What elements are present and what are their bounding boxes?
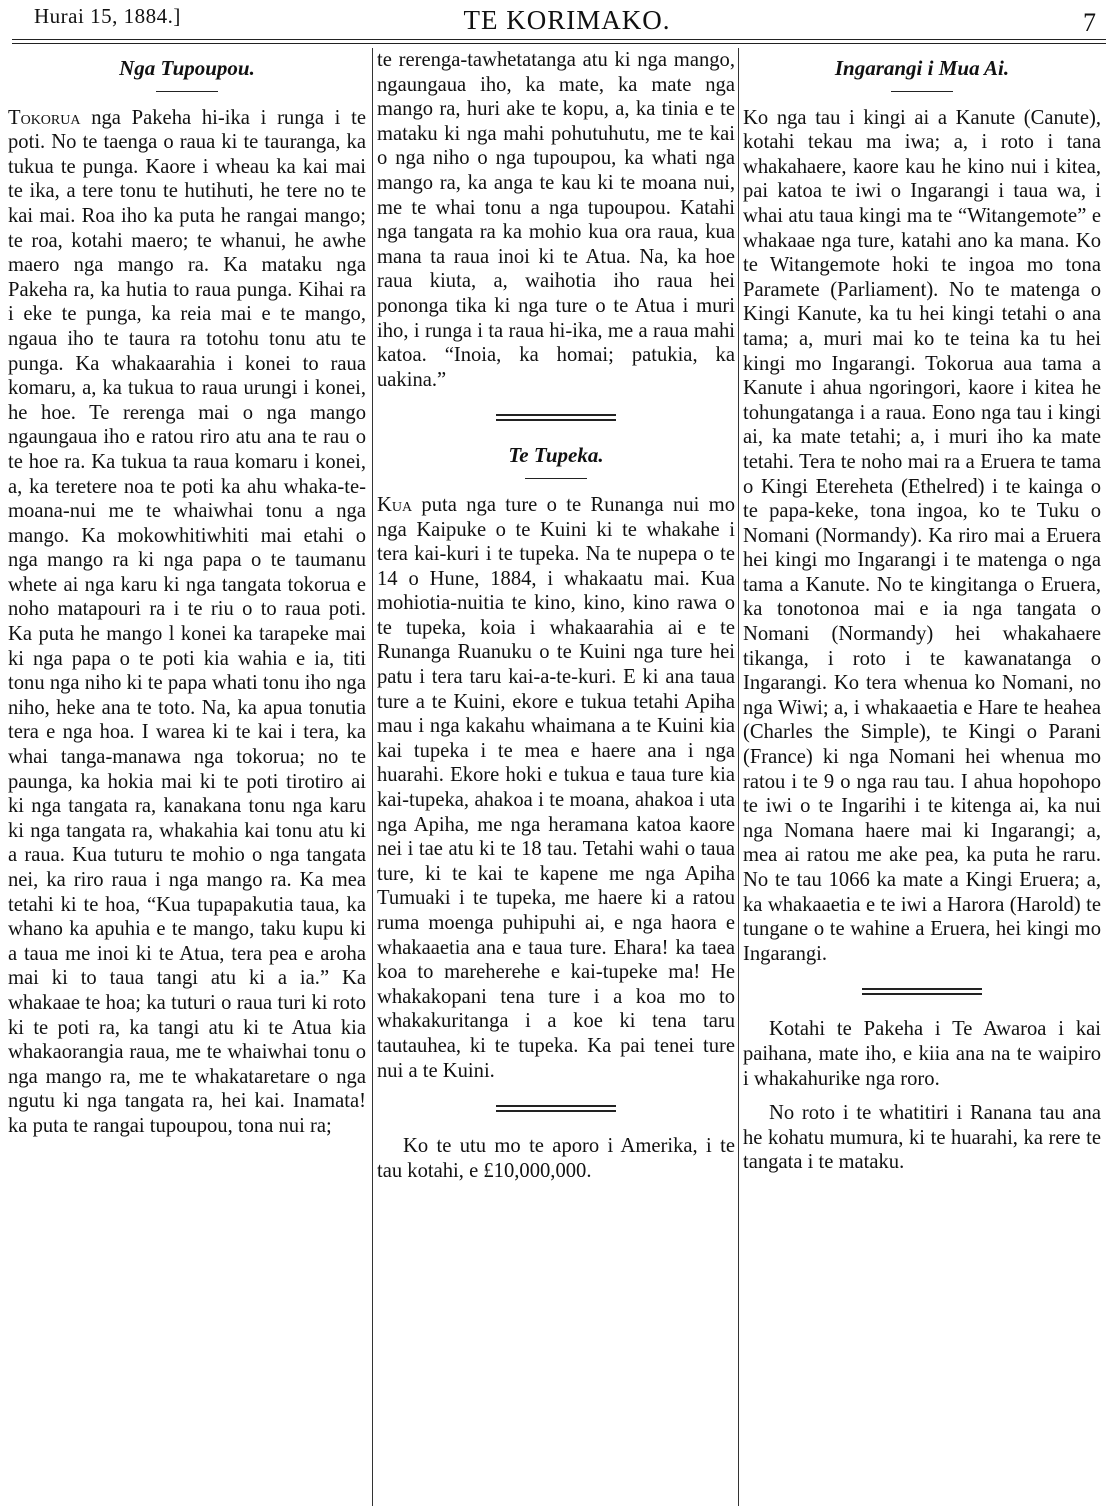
- title-rule: [156, 91, 218, 92]
- article-body-tupoupou-continued: te rerenga-tawhetatanga atu ki nga mango, ngaungaua iho, ka mate, ka mate nga mango ra, huri ake te kopu, a, ka tinia e te mataku ki nga mahi pohutuhutu, me te kai o nga niho o nga tupoupou, ka whati nga mango ra, ka anga te kau ki te moana nui, me te whai tonu a nga tupoupou. Katahi nga tangata ra ka mohio kua ora raua, kua mana ta raua inoi ki te Atua. Na, ka hoe raua kiuta, a, waihotia iho raua hei pononga tika ki nga ture o te Atua i muri iho, i runga i ta raua hi-ika, me a raua mahi katoa. “Inoia, ka homai; patukia, ka uakina.”: [377, 49, 735, 391]
- article-title-ingarangi: Ingarangi i Mua Ai.: [834, 56, 1010, 80]
- news-item-aporo: Ko te utu mo te aporo i Amerika, i te tau kotahi, e £10,000,000.: [377, 1135, 735, 1182]
- header-rule-lower: [12, 43, 1106, 44]
- spacer: [743, 1091, 1101, 1101]
- article-body-tupoupou: [8, 106, 366, 1139]
- title-rule: [525, 478, 587, 479]
- page-header: [34, 2, 1100, 38]
- article-body-ingarangi: Ko nga tau i kingi ai a Kanute (Canute), kotahi tekau ma iwa; a, i roto i tana whakahaere, kaore kau he kino nui i kitea, pai katoa te iwi o Ingarangi i taua wa, i whai atu taua kingi ma te “Witangemote” e whakaae nga ture, katahi ano ka mana. Ko te Witangemote hoki te ingoa mo tona Paramete (Parliament). No te matenga o Kingi Kanute, ka tu hei kingi tetahi o ana tama; a, muri mai ko te teina ka tu hei kingi mo Ingarangi. Tokorua aua tama a Kanute i ahua ngoringori, kaore i kitea he tohungatanga i a raua. Eono nga tau i kingi ai, ka mate tetahi; a, i muri iho ka mate tetahi. Tera te noho mai ra a Eruera te tama o Kingi Etereheta (Ethelred) i te kainga o te papa-keke, tona ingoa, ko te Tuku o Nomani (Normandy). Ka riro mai a Eruera hei kingi mo Ingarangi i te matenga o nga tama a Kanute. No te kingitanga o Eruera, ka tonotonoa mai e ia nga tangata o Nomani (Normandy) hei whakahaere tikanga, i roto i te kawanatanga o Ingarangi. Ko tera whenua ko Nomani, no nga Wiwi; a, i whakaaetia e Hare te heahea (Charles the Simple), te Kingi o Parani (France) ki nga Nomani hei whenua mo ratou i te 9 o nga rau tau. I ahua hopohopo te iwi o te Ingarihi i te kitenga ai, ka nui nga Nomana haere mai ki Ingarangi; a, mea ai ratou me ake pea, ka puta he raru. No te tau 1066 ka mate a Kingi Eruera; a, ka whakaaetia e te iwi a Harora (Harold) te tungane o te wahine a Eruera, hei kingi mo Ingarangi.: [743, 106, 1101, 965]
- title-rule: [891, 91, 953, 92]
- news-item-ranana: No roto i te whatitiri i Ranana tau ana he kohatu mumura, ki te huarahi, ka rere te tangata i te mataku.: [743, 1102, 1101, 1174]
- column-divider: [372, 48, 373, 1506]
- section-divider: [496, 1105, 616, 1112]
- news-item-awaroa: Kotahi te Pakeha i Te Awaroa i kai paihana, mate iho, e kiia ana na te waipiro i whakahurike nga roro.: [743, 1018, 1101, 1090]
- article-title-tupoupou: Nga Tupoupou.: [119, 56, 255, 80]
- section-divider: [862, 988, 982, 995]
- header-rule: [12, 39, 1106, 40]
- column-divider: [738, 48, 739, 1506]
- article-body-tupeka: [377, 493, 735, 1083]
- article-lead-word: Tokorua: [8, 106, 81, 129]
- column-1: [8, 48, 366, 1504]
- issue-date: Hurai 15, 1884.]: [34, 4, 181, 28]
- page-number: 7: [1083, 8, 1096, 37]
- article-lead-word: Kua: [377, 493, 413, 516]
- column-2: [377, 48, 735, 1504]
- column-3: [743, 48, 1101, 1504]
- article-text: nga Pakeha hi-ika i runga i te poti. No te taenga o raua ki te tauranga, ka tukua te punga. Kaore i wheau ka kai mai te ika, a tere tonu te hutihuti, he tere no te kai mai. Roa iho ka puta he rangai mango; te roa, kotahi maero; te whanui, he awhe maero nga mango ra. Ka mataku nga Pakeha ra, ka hutia to raua punga. Kihai ra i eke te punga, ka reia mai e te mango, ngaua iho te taura ra totohu tonu atu te punga. Ka whakaarahia i konei to raua komaru, a, ka tukua to raua urungi i konei, he hoe. Te rerenga mai o nga mango ngaungaua iho e ratou riro atu ana te rau o te hoe ra. Ka tukua ta raua komaru i konei, a, ka teretere noa te poti ka ahu whaka-te-moana-nui me te whaiwhai tonu a nga mango. Ka mokowhitiwhiti mai etahi o nga mango ra ki nga papa o te taumanu whete ai nga karu ki nga tangata tokorua e noho matapouri ra i te riu o to raua poti. Ka puta he mango l konei ka tarapeke mai ki nga papa o te poti kia wahia e ia, titi tonu nga niho ki te papa whati tonu iho nga niho, heke ana te toto. Na, ka apua tonutia tera e nga hoa. I warea ki te kai i tera, ka whai tanga-manawa nga tokorua; no te paunga, ka hokia mai ki te poti tirotiro ai ki nga tangata ra, kanakana tonu nga karu ki nga tangata ra, whakahia kai tonu atu ki a raua. Kua tuturu te mohio o nga tangata nei, ka riro raua i nga mango ra. Ka mea tetahi ki te hoa, “Kua tupapakutia taua, ka whano ka apuhia e te mango, taku kupu ki a taua me inoi ki te Atua, tera pea e aroha mai ki to taua tangi atu ki a ia.” Ka whakaae te hoa; ka tuturi o raua turi ki roto ki te poti ra, ka tangi atu ki te Atua kia whakaorangia raua, me te whaiwhai tonu o nga mango ra, me te whakataretare o nga ngutu ki nga tangata ra, hei kai. Inamata! ka puta te rangai tupoupou, tona nui ra;: [8, 106, 366, 1137]
- article-text: puta nga ture o te Runanga nui mo nga Kaipuke o te Kuini ki te whakahe i tera kai-kuri i te tupeka. Na te nupepa o te 14 o Hune, 1884, i whakaatu mai. Kua mohiotia-nuitia te kino, kino, kino rawa o te tupeka, koia i whakaarahia ai e te Runanga Ruanuku o te Kuini nga ture hei patu i tera taru kai-a-te-kuri. E ki ana taua ture a te Kuini, ekore e tukua tetahi Apiha mau i nga kakahu whaimana a te Kuini kia kai tupeka i te mea e haere ana i nga huarahi. Ekore hoki e tukua e taua ture kia kai-tupeka, ahakoa i te moana, ahakoa i uta nga Apiha, me nga heramana katoa kaore nei i tae atu ki te 18 tau. Tetahi wahi o taua ture, ki te kai te kapene me nga Apiha Tumuaki i te tupeka, me haere ki a ratou ruma moenga puhipuhi ai, e nga haora e whakaaetia ana e taua ture. Ehara! ka taea koa to mareherehe e kai-tupeke ma! He whakakopani tena ture i a koa mo to whakakuritanga i a koe ki tena taru tautauhea, ki te tupeka. Ka pai tenei ture nui a te Kuini.: [377, 493, 735, 1082]
- section-divider: [496, 414, 616, 421]
- article-title-tupeka: Te Tupeka.: [508, 443, 604, 468]
- newspaper-title: TE KORIMAKO.: [463, 5, 671, 35]
